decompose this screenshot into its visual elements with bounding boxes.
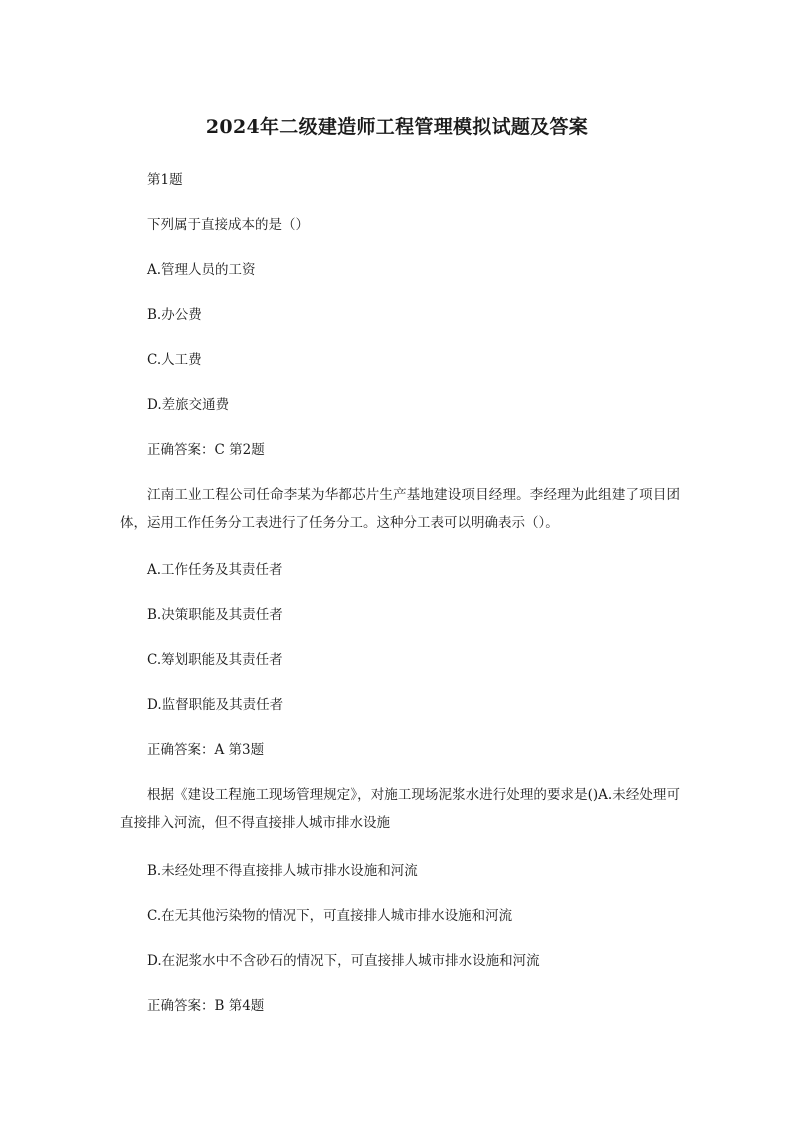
question-2-option-d: D.监督职能及其责任者 <box>147 697 284 713</box>
question-1-stem: 下列属于直接成本的是（） <box>147 217 309 233</box>
question-2-option-c: C.筹划职能及其责任者 <box>147 652 283 668</box>
question-1-answer: 正确答案：C 第2题 <box>147 442 265 458</box>
question-3-option-b: B.未经处理不得直接排人城市排水设施和河流 <box>147 863 418 879</box>
question-2-option-a: A.工作任务及其责任者 <box>147 562 283 578</box>
document-title: 2024年二级建造师工程管理模拟试题及答案 <box>205 116 589 138</box>
question-3-option-d: D.在泥浆水中不含砂石的情况下，可直接排人城市排水设施和河流 <box>147 953 540 969</box>
question-3-stem: 根据《建设工程施工现场管理规定》，对施工现场泥浆水进行处理的要求是()A.未经处理可直接排入河流，但不得直接排人城市排水设施 <box>120 787 680 831</box>
question-1-option-d: D.差旅交通费 <box>147 397 230 413</box>
question-3-option-c: C.在无其他污染物的情况下，可直接排人城市排水设施和河流 <box>147 908 513 924</box>
question-1-option-c: C.人工费 <box>147 352 202 368</box>
question-1-label: 第1题 <box>147 172 183 188</box>
question-2-option-b: B.决策职能及其责任者 <box>147 607 283 623</box>
question-2-stem: 江南工业工程公司任命李某为华都芯片生产基地建设项目经理。李经理为此组建了项目团体，运用工作任务分工表进行了任务分工。这种分工表可以明确表示（）。 <box>120 487 680 531</box>
question-1-option-b: B.办公费 <box>147 307 202 323</box>
question-3-answer: 正确答案：B 第4题 <box>147 998 265 1014</box>
question-1-option-a: A.管理人员的工资 <box>147 262 256 278</box>
question-2-answer: 正确答案：A 第3题 <box>147 742 265 758</box>
